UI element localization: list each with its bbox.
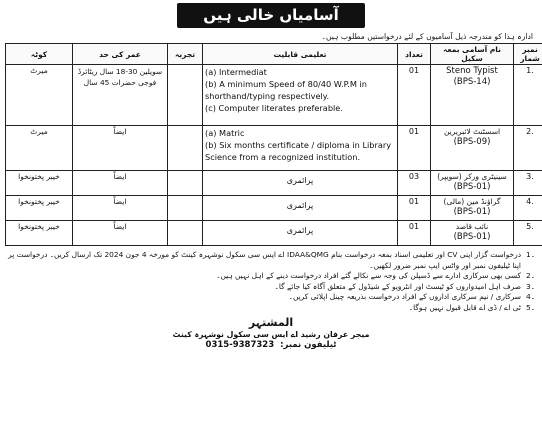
post-cell <box>431 196 514 221</box>
serial-number: 4 <box>526 197 532 206</box>
qualification-value: پرائمری <box>286 226 314 235</box>
serial-number: 2 <box>526 127 532 136</box>
age-value: ایضاً <box>113 222 127 231</box>
header-quantity: تعداد <box>398 44 431 65</box>
advertiser-heading: المشتہر <box>248 315 294 329</box>
serial-number: 5 <box>526 222 532 231</box>
qualification-cell <box>203 126 398 171</box>
post-name-ur: نائب قاصد <box>455 222 489 231</box>
intro-text: ادارہ ہذا کو مندرجہ ذیل آسامیوں کے لئے درخواستیں مطلوب ہیں۔ <box>321 32 533 41</box>
list-item <box>7 250 535 271</box>
serial-cell: 4. <box>514 196 542 221</box>
qualification-cell <box>203 221 398 246</box>
quota-cell <box>6 196 73 221</box>
footer <box>3 316 539 350</box>
age-cell <box>73 221 168 246</box>
quantity-cell: 01 <box>398 196 431 221</box>
age-value: سویلین 30-18 سال ریٹائرڈ فوجی حضرات 45 سال <box>77 67 163 87</box>
post-cell <box>431 171 514 196</box>
quota-value: میرٹ <box>30 66 48 75</box>
quota-cell <box>6 171 73 196</box>
note-number: ۔4 <box>525 292 535 302</box>
quota-value: خیبر پختونخوا <box>18 197 60 206</box>
quota-value: خیبر پختونخوا <box>18 222 60 231</box>
age-value: ایضاً <box>113 127 127 136</box>
bps-scale: (BPS-09) <box>453 137 491 147</box>
table-row <box>6 196 542 221</box>
note-text: سرکاری / نیم سرکاری اداروں کے افراد درخواست بذریعہ چینل اپلائی کریں۔ <box>288 292 521 302</box>
bps-scale: (BPS-01) <box>453 232 491 242</box>
table-row <box>6 126 542 171</box>
serial-number: 1 <box>526 66 532 75</box>
qualification-line: shorthand/typing respectively. <box>205 91 330 101</box>
quota-value: میرٹ <box>30 127 48 136</box>
age-cell <box>73 126 168 171</box>
qualification-line: (c) Computer literates preferable. <box>205 103 343 113</box>
qualification-line: (b) Six months certificate / diploma in Library <box>205 140 392 150</box>
quantity-cell: 01 <box>398 126 431 171</box>
qualification-cell <box>203 196 398 221</box>
serial-cell: 1. <box>514 65 542 126</box>
header-post: نام آسامی بمعہ سکیل <box>431 44 514 65</box>
age-cell <box>73 65 168 126</box>
experience-cell <box>168 126 203 171</box>
qualification-cell <box>203 171 398 196</box>
advertiser-name: میجر عرفان رشید اے ایس سی سکول نوشہرہ کینٹ <box>172 329 370 339</box>
list-item <box>7 271 535 282</box>
phone-number: 0315-9387323 <box>205 339 275 350</box>
qualification-line: (a) Matric <box>205 128 245 138</box>
note-number: ۔2 <box>525 271 535 281</box>
post-name-ur: اسسٹنٹ لائبریرین <box>443 127 501 136</box>
qualification-line: (b) A minimum Speed of 80/40 W.P.M in <box>205 79 367 89</box>
qualification-value: پرائمری <box>286 176 314 185</box>
phone-label: ٹیلیفون نمبر: <box>280 339 337 350</box>
header-quota: کوٹہ <box>6 44 73 65</box>
age-cell <box>73 171 168 196</box>
serial-number: 3 <box>526 172 532 181</box>
header-serial: نمبر شمار <box>514 44 542 65</box>
post-name-ur: سینیٹری ورکر (سویپر) <box>437 172 507 181</box>
post-cell <box>431 126 514 171</box>
quota-cell <box>6 221 73 246</box>
serial-cell: 2. <box>514 126 542 171</box>
instructions-list <box>7 250 535 314</box>
qualification-line: (a) Intermediat <box>205 67 267 77</box>
table-row <box>6 221 542 246</box>
bps-scale: (BPS-01) <box>453 182 491 192</box>
age-value: ایضاً <box>113 197 127 206</box>
table-row <box>6 65 542 126</box>
note-text: صرف اہل امیدواروں کو ٹیسٹ اور انٹرویو کے شیڈول کے متعلق آگاہ کیا جائے گا۔ <box>274 281 521 291</box>
qualification-value: پرائمری <box>286 201 314 210</box>
experience-cell <box>168 196 203 221</box>
quantity-cell: 01 <box>398 221 431 246</box>
bps-scale: (BPS-14) <box>453 77 491 87</box>
list-item <box>7 303 535 314</box>
post-name-en: Steno Typist <box>446 66 498 76</box>
table-row <box>6 171 542 196</box>
age-cell <box>73 196 168 221</box>
age-value: ایضاً <box>113 172 127 181</box>
experience-cell <box>168 65 203 126</box>
post-name-ur: گراؤنڈ مین (مالی) <box>443 197 501 206</box>
note-number: ۔5 <box>525 302 535 312</box>
table-header-row <box>6 44 542 65</box>
serial-cell: 3. <box>514 171 542 196</box>
phone-line <box>3 340 539 350</box>
note-text: ٹی اے / ڈی اے قابل قبول نہیں ہوگا۔ <box>408 302 521 312</box>
quota-cell <box>6 65 73 126</box>
quota-value: خیبر پختونخوا <box>18 172 60 181</box>
vacancies-table <box>5 43 542 246</box>
experience-cell <box>168 171 203 196</box>
note-number: ۔3 <box>525 281 535 291</box>
quantity-cell: 03 <box>398 171 431 196</box>
header-qualification: تعلیمی قابلیت <box>203 44 398 65</box>
post-cell <box>431 65 514 126</box>
quota-cell <box>6 126 73 171</box>
note-text: درخواست گزار اپنی CV اور تعلیمی اسناد بمعہ درخواست بنام IDAA&QMG اے ایس سی سکول نوشہرہ کینٹ کو مورخہ 4 جون 2024 تک ارسال کریں۔ درخواست پر اپنا ٹیلیفون نمبر اور واٹس ایپ نمبر ضرور لکھیں۔ <box>8 250 521 270</box>
experience-cell <box>168 221 203 246</box>
post-cell <box>431 221 514 246</box>
note-number: ۔1 <box>525 250 535 259</box>
qualification-line: Science from a recognized institution. <box>205 152 361 162</box>
page-title: آسامیاں خالی ہیں <box>177 3 364 28</box>
list-item <box>7 292 535 303</box>
note-text: کسی بھی سرکاری ادارے سے ڈسپلن کی وجہ سے نکالے گئے افراد درخواست دینے کے اہل نہیں ہیں۔ <box>216 271 521 281</box>
header-age: عمر کی حد <box>73 44 168 65</box>
title-wrap <box>3 3 539 28</box>
list-item <box>7 282 535 293</box>
qualification-cell <box>203 65 398 126</box>
quantity-cell: 01 <box>398 65 431 126</box>
serial-cell: 5. <box>514 221 542 246</box>
bps-scale: (BPS-01) <box>453 207 491 217</box>
header-experience: تجربہ <box>168 44 203 65</box>
